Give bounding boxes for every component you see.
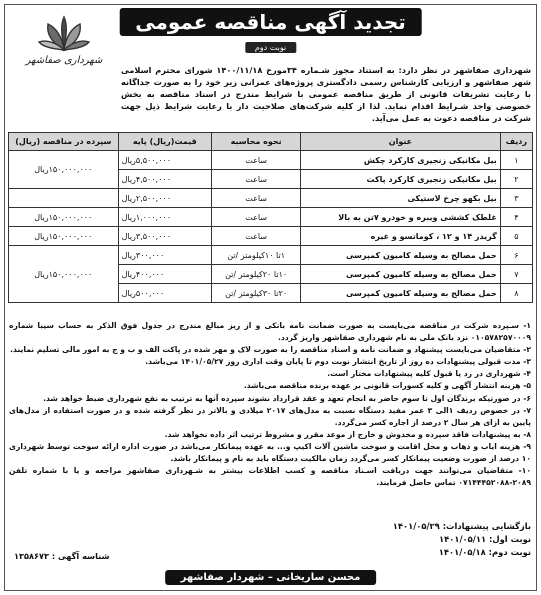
term-item: ۳- مدت قبولی پیشنهادات ده روز از تاریخ انتشار نوبت دوم تا پایان وقت اداری روز ۱۴۰۱/۰۵/۲۷ می‌باشد.	[145, 357, 531, 367]
row-title: بیل مکانیکی زنجیری کارکرد پاکت	[301, 170, 501, 189]
row-price: ۱,۰۰۰,۰۰۰ریال	[118, 208, 212, 227]
row-method: ساعت	[212, 170, 301, 189]
row-index: ۱	[500, 151, 532, 170]
row-price: ۴۰۰,۰۰۰ریال	[118, 265, 212, 284]
row-price: ۳,۵۰۰,۰۰۰ریال	[118, 227, 212, 246]
term-item: ۸- به پیشنهادات فاقد سپرده و مخدوش و خارج از موعد مقرر و مشروط ترتیب اثر داده نخواهد شد.	[164, 429, 531, 439]
table-row	[9, 151, 533, 170]
term-item: ۶- در صورتیکه برندگان اول تا سوم حاضر به انجام تعهد و عقد قرارداد نشوند سپرده آنها به ترتیب به نفع شهرداری ضبط خواهد شد.	[43, 393, 531, 403]
term-item: ۷- در خصوص ردیف ۱الی ۳ عمر مفید دستگاه نسبت به مدل‌های ۲۰۱۷ میلادی و بالاتر در نظر گرفته شده و در صورت استفاده از مدل‌های پایین به ازای هر سال ۲ درصد از اجاره کسر می‌گردد.	[9, 405, 532, 427]
col-header-title: عنوان	[301, 133, 501, 151]
second-turn-date: نوبت دوم: ۱۴۰۱/۰۵/۱۸	[438, 547, 531, 557]
first-turn-date: نوبت اول: ۱۴۰۱/۰۵/۱۱	[439, 534, 531, 544]
term-item: ۱۰- متقاضیان می‌توانند جهت دریافت اسـناد مناقصه و کسب اطلاعات بیشتر به شـهرداری صفاشهر مراجعه و یا با شماره تلفن ۲۰۸۹-۰۷۱۴۴۴۵۲۰۸۸ تماس حاصل فرمایند.	[9, 466, 531, 488]
logo-caption: شهرداری صفاشهر	[25, 55, 103, 66]
row-index: ۲	[500, 170, 532, 189]
row-title: بیل مکانیکی زنجیری کارکرد چکش	[301, 151, 501, 170]
row-deposit: ۱۵۰,۰۰۰,۰۰۰ریال	[9, 246, 119, 303]
table-header-row	[9, 133, 533, 151]
opening-date: بازگشایی پیشنهادات: ۱۴۰۱/۰۵/۲۹	[392, 521, 531, 531]
turn-badge: نوبت دوم	[245, 42, 296, 53]
row-method: ۲۰تا ۳۰کیلومتر /تن	[212, 284, 301, 303]
row-method: ۱تا ۱۰کیلومتر /تن	[212, 246, 301, 265]
tender-table	[8, 132, 533, 303]
row-index: ۵	[500, 227, 532, 246]
row-title: غلطک کششی ویبره و خودرو ۷تن به بالا	[301, 208, 501, 227]
row-title: گریدر ۱۴ و ۱۲ ، کوماتسو و غیره	[301, 227, 501, 246]
row-price: ۵۰۰,۰۰۰ریال	[118, 284, 212, 303]
term-item: ۴- شهرداری در رد یا قبول کلیه پیشنهادات مختار است.	[327, 369, 531, 379]
table-row	[9, 189, 533, 208]
row-title: حمل مصالح به وسیله کامیون کمپرسی	[301, 246, 501, 265]
term-item: ۵- هزینه انتشار آگهی و کلیه کسورات قانونی بر عهده برنده مناقصه می‌باشد.	[243, 381, 531, 391]
ad-id: شناسه آگهی : ۱۳۵۸۶۷۳	[14, 551, 110, 561]
row-price: ۴,۵۰۰,۰۰۰ریال	[118, 170, 212, 189]
col-header-price: قیمت(ریال) پایه	[118, 133, 212, 151]
row-method: ساعت	[212, 227, 301, 246]
col-header-deposit: سپرده در مناقصه (ریال)	[9, 133, 119, 151]
terms-list	[9, 320, 531, 489]
row-title: حمل مصالح به وسیله کامیون کمپرسی	[301, 284, 501, 303]
row-index: ۷	[500, 265, 532, 284]
row-index: ۳	[500, 189, 532, 208]
row-index: ۴	[500, 208, 532, 227]
row-method: ساعت	[212, 189, 301, 208]
row-price: ۵,۵۰۰,۰۰۰ریال	[118, 151, 212, 170]
row-method: ساعت	[212, 208, 301, 227]
row-title: حمل مصالح به وسیله کامیون کمپرسی	[301, 265, 501, 284]
term-item: ۲- متقاضیان می‌بایست پیشنهاد و ضمانت نامه و اسناد مناقصه را به صورت لاک و مهر شده در پاکت الف و ب و ج به امور مالی تسلیم نمایند.	[10, 345, 531, 355]
dates-block	[393, 520, 531, 559]
row-price: ۳۰۰,۰۰۰ریال	[118, 246, 212, 265]
table-row	[9, 246, 533, 265]
page-title: تجدید آگهی مناقصه عمومی	[119, 8, 422, 36]
intro-paragraph: شهرداری صفاشهر در نظر دارد: به استناد مجوز شـماره ۳۴مورخ ۱۴۰۰/۱۱/۱۸ شورای محترم اسلامی شهر صفاشهر و ارزیابی کارشناس رسمی دادگستری پروژه‌های عمرانی زیر خود را به صورت جداگانه با رعایت تشریفات قانونی از طریق مناقصه عمومی با شرایط مندرج در اسناد مناقصه به بخش خصوصی واجد شـرایط اقدام نماید. لذا از کلیه شرکت‌های صلاحیت دار با رعایت شرایط ذیل جهت شرکت در مناقصه دعوت به عمل می‌آید.	[121, 65, 532, 123]
row-deposit: ۱۵۰,۰۰۰,۰۰۰ریال	[9, 208, 119, 227]
flower-emblem-icon	[36, 14, 92, 54]
row-title: بیل بکهو چرخ لاستیکی	[301, 189, 501, 208]
term-item: ۱- سـپرده شرکت در مناقصه می‌بایست به صورت ضمانت نامه بانکی و از ریز مبالغ مندرج در جدول فوق الذکر به حساب سیبا شماره ۰۱۰۵۷۸۲۵۷۰۰۰۹ نزد بانک ملی به نام شهرداری صفاشهر واریز گردد.	[9, 321, 531, 343]
col-header-method: نحوه محاسبه	[212, 133, 301, 151]
row-method: ساعت	[212, 151, 301, 170]
signature-banner: محسن ساریخانی – شهردار صفاشهر	[165, 570, 377, 585]
row-index: ۶	[500, 246, 532, 265]
row-price: ۲,۵۰۰,۰۰۰ریال	[118, 189, 212, 208]
row-deposit: ۱۵۰,۰۰۰,۰۰۰ریال	[9, 227, 119, 246]
table-row	[9, 227, 533, 246]
row-method: ۱۰تا ۲۰کیلومتر /تن	[212, 265, 301, 284]
term-item: ۹- هزینه ایاب و ذهاب و محل اقامت و سوخت ماشین آلات اکیپ و... به عهده پیمانکار می‌باشد در صورت اداره ارائه سوخت توسط شهرداری ۱۰ درصد از صورت وضعیت پیمانکار کسر می‌گردد زمان مالکیت دستگاه باید به نام و پیمانکار باشد.	[9, 441, 531, 464]
table-row	[9, 208, 533, 227]
row-deposit	[9, 189, 119, 208]
col-header-row: ردیف	[500, 133, 532, 151]
row-index: ۸	[500, 284, 532, 303]
municipality-logo	[14, 14, 114, 70]
row-deposit: ۱۵۰,۰۰۰,۰۰۰ریال	[9, 151, 119, 189]
